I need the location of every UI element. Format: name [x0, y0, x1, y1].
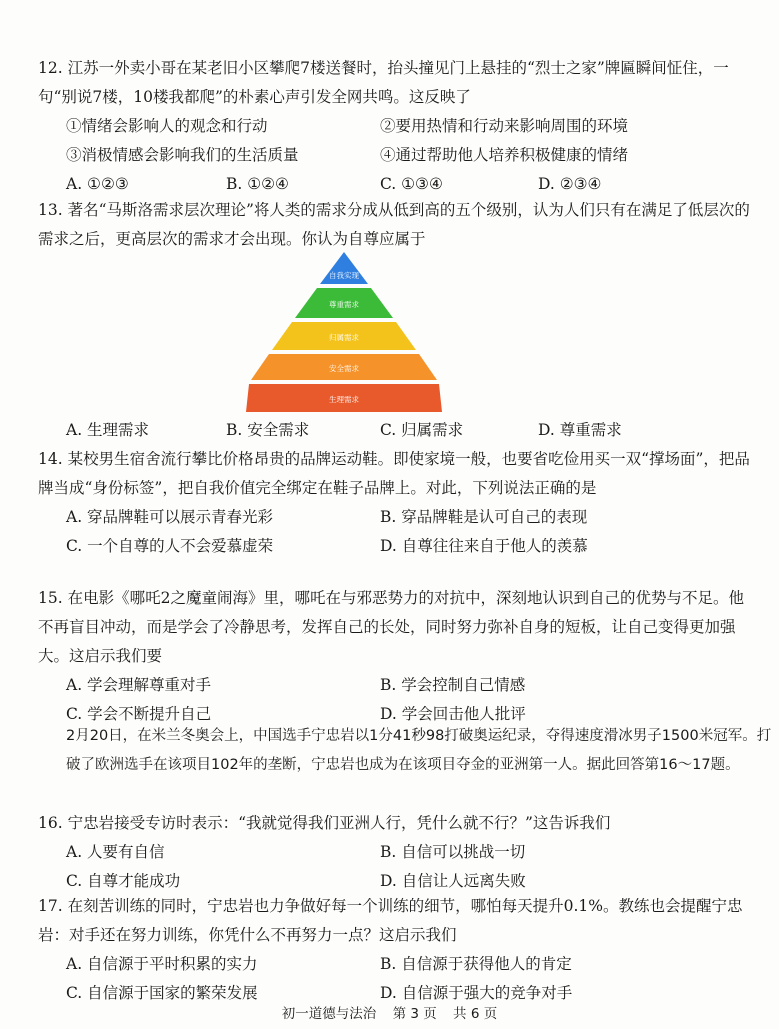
reading-material: 2月20日，在米兰冬奥会上，中国选手宁忠岩以1分41秒98打破奥运纪录，夺得速度滑冰男子1500米冠军。打破了欧洲选手在该项目102年的垄断，宁忠岩也成为在该项目夺金的亚洲第一人。据此回答第16～17题。 [66, 728, 772, 773]
question-15 [38, 584, 750, 729]
footer-subject: 初一道德与法治 [281, 1006, 377, 1022]
question-17-stem: 17. 在刻苦训练的同时，宁忠岩也力争做好每一个训练的细节，哪怕每天提升0.1%。教练也会提醒宁忠岩：对手还在努力训练，你凭什么不再努力一点？这启示我们 [38, 897, 743, 944]
maslow-pyramid [246, 250, 442, 414]
option-a[interactable]: A. 穿品牌鞋可以展示青春光彩 [66, 508, 274, 526]
option-a[interactable]: A. 人要有自信 [66, 843, 165, 861]
statement-2: ②要用热情和行动来影响周围的环境 [380, 117, 629, 135]
pyramid-label-5: 生理需求 [329, 395, 359, 404]
question-12-stem: 12. 江苏一外卖小哥在某老旧小区攀爬7楼送餐时，抬头撞见门上悬挂的“烈士之家”牌匾瞬间怔住，一句“别说7楼，10楼我都爬”的朴素心声引发全网共鸣。这反映了 [38, 59, 729, 106]
question-12-statements-row1 [38, 112, 750, 141]
option-c[interactable]: C. 学会不断提升自己 [66, 705, 212, 723]
question-14 [38, 445, 750, 561]
question-17 [38, 892, 750, 1008]
footer-total: 共 6 页 [453, 1006, 498, 1022]
statement-4: ④通过帮助他人培养积极健康的情绪 [380, 146, 629, 164]
statement-1: ①情绪会影响人的观念和行动 [66, 117, 268, 135]
option-d[interactable]: D. 自尊往往来自于他人的羡慕 [380, 537, 588, 555]
option-c[interactable]: C. ①③④ [380, 175, 443, 193]
pyramid-label-4: 安全需求 [329, 364, 359, 373]
option-b[interactable]: B. 学会控制自己情感 [380, 676, 526, 694]
question-15-options-row1 [38, 671, 750, 700]
question-14-options-row1 [38, 503, 750, 532]
pyramid-label-3: 归属需求 [329, 333, 359, 342]
option-b[interactable]: B. ①②④ [226, 175, 289, 193]
option-d[interactable]: D. 自信源于强大的竞争对手 [380, 984, 573, 1002]
option-c[interactable]: C. 自信源于国家的繁荣发展 [66, 984, 258, 1002]
question-17-options-row1 [38, 950, 750, 979]
option-a[interactable]: A. 学会理解尊重对手 [66, 676, 212, 694]
option-d[interactable]: D. 学会回击他人批评 [380, 705, 526, 723]
question-13-options [38, 416, 750, 445]
option-b[interactable]: B. 自信可以挑战一切 [380, 843, 526, 861]
option-a[interactable]: A. 生理需求 [66, 421, 150, 439]
option-c[interactable]: C. 一个自尊的人不会爱慕虚荣 [66, 537, 274, 555]
option-a[interactable]: A. 自信源于平时积累的实力 [66, 955, 258, 973]
statement-3: ③消极情感会影响我们的生活质量 [66, 146, 299, 164]
question-16-options-row1 [38, 838, 750, 867]
page-footer [0, 1002, 779, 1022]
question-12-statements-row2 [38, 141, 750, 170]
question-12-options [38, 170, 750, 199]
question-16-stem: 16. 宁忠岩接受专访时表示：“我就觉得我们亚洲人行，凭什么就不行？”这告诉我们 [38, 814, 611, 832]
question-13 [38, 196, 750, 254]
question-13-options-wrap [38, 416, 750, 445]
option-d[interactable]: D. ②③④ [538, 175, 602, 193]
pyramid-label-1: 自我实现 [329, 271, 359, 280]
option-c[interactable]: C. 归属需求 [380, 421, 464, 439]
question-14-stem: 14. 某校男生宿舍流行攀比价格昂贵的品牌运动鞋。即使家境一般，也要省吃俭用买一双“撑场面”，把品牌当成“身份标签”，把自我价值完全绑定在鞋子品牌上。对此，下列说法正确的是 [38, 450, 750, 497]
option-b[interactable]: B. 安全需求 [226, 421, 310, 439]
option-d[interactable]: D. 自信让人远离失败 [380, 872, 526, 890]
option-d[interactable]: D. 尊重需求 [538, 421, 622, 439]
option-a[interactable]: A. ①②③ [66, 175, 129, 193]
pyramid-label-2: 尊重需求 [329, 300, 359, 309]
question-14-options-row2 [38, 532, 750, 561]
question-15-stem: 15. 在电影《哪吒2之魔童闹海》里，哪吒在与邪恶势力的对抗中，深刻地认识到自己的优势与不足。他不再盲目冲动，而是学会了冷静思考，发挥自己的长处，同时努力弥补自身的短板，让自己变得更加强大。这启示我们要 [38, 589, 744, 665]
question-12 [38, 54, 750, 199]
question-16 [38, 809, 750, 896]
option-b[interactable]: B. 自信源于获得他人的肯定 [380, 955, 572, 973]
option-b[interactable]: B. 穿品牌鞋是认可自己的表现 [380, 508, 588, 526]
question-13-stem: 13. 著名“马斯洛需求层次理论”将人类的需求分成从低到高的五个级别，认为人们只有在满足了低层次的需求之后，更高层次的需求才会出现。你认为自尊应属于 [38, 201, 750, 248]
option-c[interactable]: C. 自尊才能成功 [66, 872, 181, 890]
footer-page: 第 3 页 [392, 1006, 437, 1022]
